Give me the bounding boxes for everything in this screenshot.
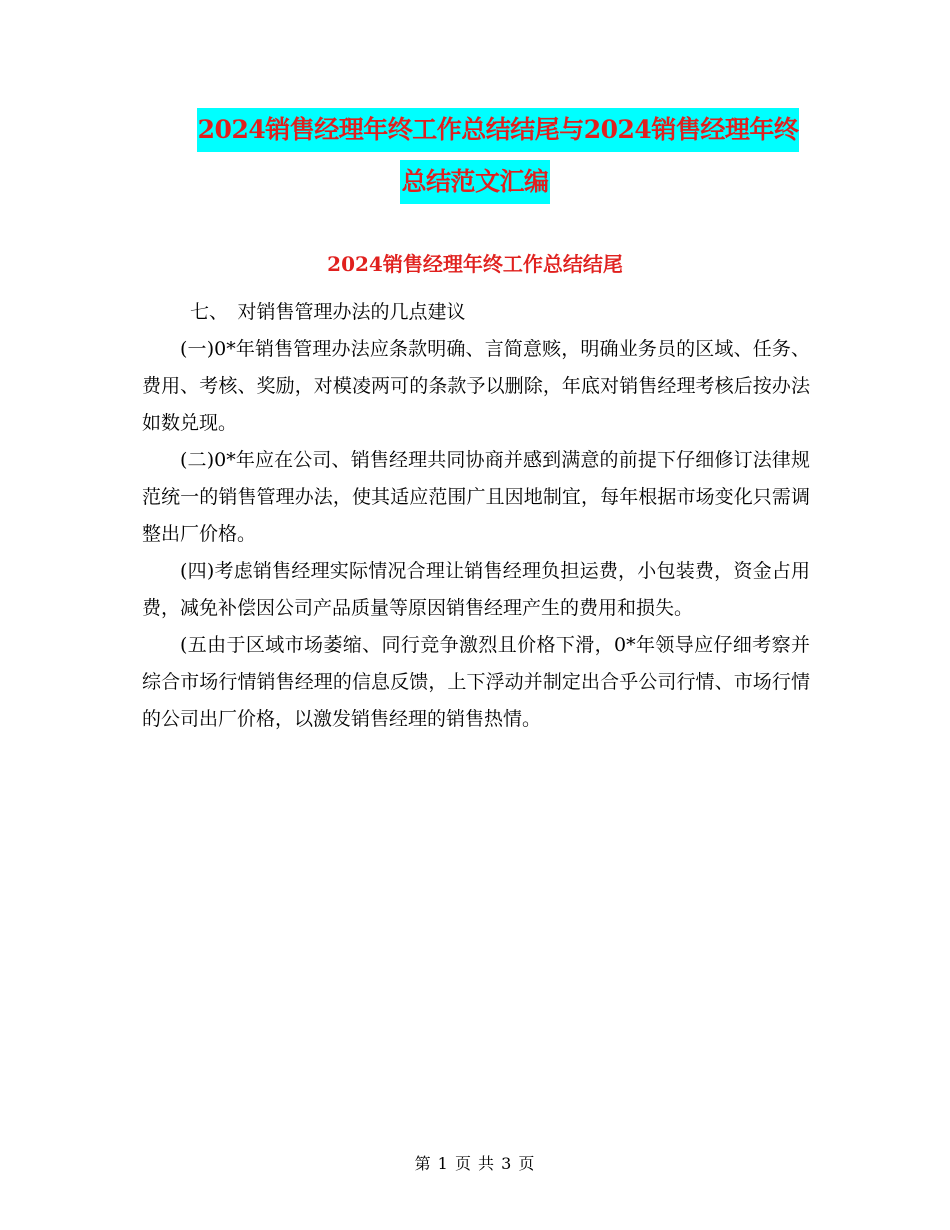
document-title xyxy=(0,108,950,204)
paragraph: (一)0*年销售管理办法应条款明确、言简意赅，明确业务员的区域、任务、费用、考核、奖励，对模凌两可的条款予以删除，年底对销售经理考核后按办法如数兑现。 xyxy=(142,338,810,434)
paragraph: (五由于区域市场萎缩、同行竞争激烈且价格下滑，0*年领导应仔细考察并综合市场行情销售经理的信息反馈，上下浮动并制定出合乎公司行情、市场行情的公司出厂价格，以激发销售经理的销售热情。 xyxy=(142,634,810,730)
paragraph: (四)考虑销售经理实际情况合理让销售经理负担运费，小包装费，资金占用费，减免补偿因公司产品质量等原因销售经理产生的费用和损失。 xyxy=(142,560,810,619)
paragraph: (二)0*年应在公司、销售经理共同协商并感到满意的前提下仔细修订法律规范统一的销售管理办法，使其适应范围广且因地制宜，每年根据市场变化只需调整出厂价格。 xyxy=(142,449,810,545)
page-footer: 第 1 页 共 3 页 xyxy=(414,1154,536,1173)
title-line-2: 总结范文汇编 xyxy=(400,160,549,204)
section-subtitle: 2024销售经理年终工作总结结尾 xyxy=(327,252,623,276)
paragraph-heading: 七、 对销售管理办法的几点建议 xyxy=(190,301,466,323)
title-line-1: 2024销售经理年终工作总结结尾与2024销售经理年终 xyxy=(197,108,800,152)
body-text xyxy=(142,294,810,738)
